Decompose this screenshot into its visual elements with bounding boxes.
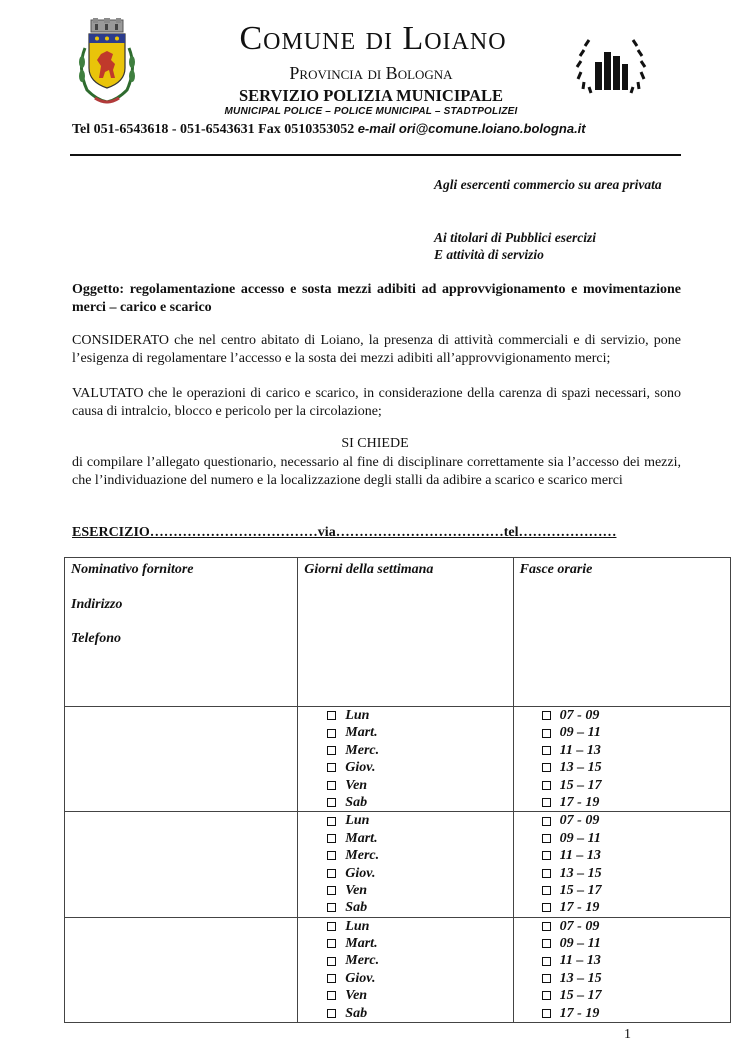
day-option-giov[interactable]: Giov. xyxy=(327,865,512,882)
slot-option-13-15[interactable]: 13 – 15 xyxy=(542,759,730,776)
checkbox-icon[interactable] xyxy=(542,903,551,912)
checkbox-icon[interactable] xyxy=(327,886,336,895)
day-option-giov[interactable]: Giov. xyxy=(327,759,512,776)
checkbox-icon[interactable] xyxy=(542,886,551,895)
day-option-mart[interactable]: Mart. xyxy=(327,724,512,741)
slot-option-17-19[interactable]: 17 - 19 xyxy=(542,899,730,916)
day-option-mart[interactable]: Mart. xyxy=(327,935,512,952)
checkbox-icon[interactable] xyxy=(327,869,336,878)
checkbox-icon[interactable] xyxy=(542,851,551,860)
service-subtitle: MUNICIPAL POLICE – POLICE MUNICIPAL – STADTPOLIZEI xyxy=(224,106,518,117)
days-cell xyxy=(298,917,513,1022)
checkbox-icon[interactable] xyxy=(327,781,336,790)
supplier-input-cell[interactable] xyxy=(65,917,298,1022)
day-option-mart[interactable]: Mart. xyxy=(327,830,512,847)
checkbox-icon[interactable] xyxy=(542,746,551,755)
table-header-row xyxy=(65,558,731,707)
day-option-lun[interactable]: Lun xyxy=(327,707,512,724)
day-option-ven[interactable]: Ven xyxy=(327,777,512,794)
service-name: SERVIZIO POLIZIA MUNICIPALE xyxy=(238,86,504,105)
day-option-giov[interactable]: Giov. xyxy=(327,970,512,987)
days-header-label: Giorni della settimana xyxy=(304,562,434,577)
contact-line xyxy=(72,121,586,138)
request-heading: SI CHIEDE xyxy=(341,436,409,451)
slots-cell xyxy=(513,917,730,1022)
day-option-ven[interactable]: Ven xyxy=(327,987,512,1004)
recipient-commerce: Agli esercenti commercio su area privata xyxy=(434,177,662,192)
checkbox-icon[interactable] xyxy=(542,991,551,1000)
slots-header-cell xyxy=(513,558,730,707)
checkbox-icon[interactable] xyxy=(542,974,551,983)
days-header-cell xyxy=(298,558,513,707)
day-option-sab[interactable]: Sab xyxy=(327,1005,512,1022)
checkbox-icon[interactable] xyxy=(327,957,336,966)
checkbox-icon[interactable] xyxy=(542,817,551,826)
slot-option-11-13[interactable]: 11 – 13 xyxy=(542,742,730,759)
day-option-merc[interactable]: Merc. xyxy=(327,952,512,969)
day-option-lun[interactable]: Lun xyxy=(327,918,512,935)
days-cell xyxy=(298,812,513,917)
business-fill-line[interactable]: ESERCIZIO………………………………via………………………………tel………………… xyxy=(72,525,617,540)
recipient-line: E attività di servizio xyxy=(434,247,544,262)
checkbox-icon[interactable] xyxy=(542,711,551,720)
day-option-merc[interactable]: Merc. xyxy=(327,847,512,864)
day-option-ven[interactable]: Ven xyxy=(327,882,512,899)
checkbox-icon[interactable] xyxy=(327,746,336,755)
day-option-sab[interactable]: Sab xyxy=(327,899,512,916)
checkbox-icon[interactable] xyxy=(327,1009,336,1018)
checkbox-icon[interactable] xyxy=(327,798,336,807)
valutato-paragraph: VALUTATO che le operazioni di carico e scarico, in considerazione della carenza di spazi necessari, sono causa di intralcio, blocco e pericolo per la circolazione; xyxy=(72,386,681,419)
checkbox-icon[interactable] xyxy=(327,711,336,720)
slots-cell xyxy=(513,707,730,812)
slots-cell xyxy=(513,812,730,917)
slot-option-15-17[interactable]: 15 – 17 xyxy=(542,882,730,899)
checkbox-icon[interactable] xyxy=(542,781,551,790)
address-label: Indirizzo xyxy=(71,596,123,612)
slot-option-11-13[interactable]: 11 – 13 xyxy=(542,847,730,864)
phone-label: Telefono xyxy=(71,631,122,646)
checkbox-icon[interactable] xyxy=(542,834,551,843)
phone-fax-text: Tel 051-6543618 - 051-6543631 Fax 0510353052 xyxy=(72,122,355,137)
slot-option-13-15[interactable]: 13 – 15 xyxy=(542,970,730,987)
checkbox-icon[interactable] xyxy=(327,922,336,931)
email-text: e-mail ori@comune.loiano.bologna.it xyxy=(357,121,586,136)
day-option-merc[interactable]: Merc. xyxy=(327,742,512,759)
checkbox-icon[interactable] xyxy=(327,851,336,860)
day-option-sab[interactable]: Sab xyxy=(327,794,512,811)
header-divider xyxy=(70,154,681,156)
checkbox-icon[interactable] xyxy=(542,869,551,878)
subject-paragraph: Oggetto: regolamentazione accesso e sosta mezzi adibiti ad approvvigionamento e movimentazione merci – carico e scarico xyxy=(72,282,681,315)
checkbox-icon[interactable] xyxy=(327,817,336,826)
police-emblem-icon xyxy=(575,30,647,98)
checkbox-icon[interactable] xyxy=(327,991,336,1000)
checkbox-icon[interactable] xyxy=(327,729,336,738)
slot-option-09-11[interactable]: 09 – 11 xyxy=(542,830,730,847)
slot-option-07-09[interactable]: 07 - 09 xyxy=(542,707,730,724)
slot-option-15-17[interactable]: 15 – 17 xyxy=(542,777,730,794)
slot-option-07-09[interactable]: 07 - 09 xyxy=(542,812,730,829)
supplier-input-cell[interactable] xyxy=(65,707,298,812)
checkbox-icon[interactable] xyxy=(542,798,551,807)
considerato-paragraph: CONSIDERATO che nel centro abitato di Loiano, la presenza di attività commerciali e di servizio, pone l’esigenza di regolamentare l’accesso e la sosta dei mezzi adibiti all’approvvigionamento merci; xyxy=(72,333,681,366)
checkbox-icon[interactable] xyxy=(327,974,336,983)
supplier-header-cell[interactable] xyxy=(65,558,298,707)
recipient-public-businesses xyxy=(434,229,664,263)
checkbox-icon[interactable] xyxy=(542,939,551,948)
province-name: Provincia di Bologna xyxy=(289,63,453,83)
slot-option-15-17[interactable]: 15 – 17 xyxy=(542,987,730,1004)
checkbox-icon[interactable] xyxy=(327,939,336,948)
slots-header-label: Fasce orarie xyxy=(519,562,593,577)
supplier-input-cell[interactable] xyxy=(65,812,298,917)
table-row xyxy=(65,707,731,812)
checkbox-icon[interactable] xyxy=(542,922,551,931)
slot-option-17-19[interactable]: 17 - 19 xyxy=(542,1005,730,1022)
checkbox-icon[interactable] xyxy=(542,763,551,772)
checkbox-icon[interactable] xyxy=(327,903,336,912)
request-paragraph: di compilare l’allegato questionario, necessario al fine di disciplinare correttamente sia l’accesso dei mezzi, che l’individuazione del numero e la localizzazione degli stalli da adibire a scarico e scarico merci xyxy=(72,455,681,488)
checkbox-icon[interactable] xyxy=(542,729,551,738)
checkbox-icon[interactable] xyxy=(327,763,336,772)
slot-option-09-11[interactable]: 09 – 11 xyxy=(542,724,730,741)
slot-option-07-09[interactable]: 07 - 09 xyxy=(542,918,730,935)
table-row xyxy=(65,917,731,1022)
checkbox-icon[interactable] xyxy=(327,834,336,843)
table-row xyxy=(65,812,731,917)
checkbox-icon[interactable] xyxy=(542,957,551,966)
supplier-questionnaire-table xyxy=(64,557,731,1023)
recipient-line: Ai titolari di Pubblici esercizi xyxy=(434,230,596,245)
supplier-name-label: Nominativo fornitore xyxy=(71,562,194,577)
slot-option-17-19[interactable]: 17 - 19 xyxy=(542,794,730,811)
slot-option-11-13[interactable]: 11 – 13 xyxy=(542,952,730,969)
day-option-lun[interactable]: Lun xyxy=(327,812,512,829)
slot-option-13-15[interactable]: 13 – 15 xyxy=(542,865,730,882)
page-number: 1 xyxy=(624,1027,631,1042)
municipality-title: Comune di Loiano xyxy=(239,20,507,57)
days-cell xyxy=(298,707,513,812)
checkbox-icon[interactable] xyxy=(542,1009,551,1018)
slot-option-09-11[interactable]: 09 – 11 xyxy=(542,935,730,952)
